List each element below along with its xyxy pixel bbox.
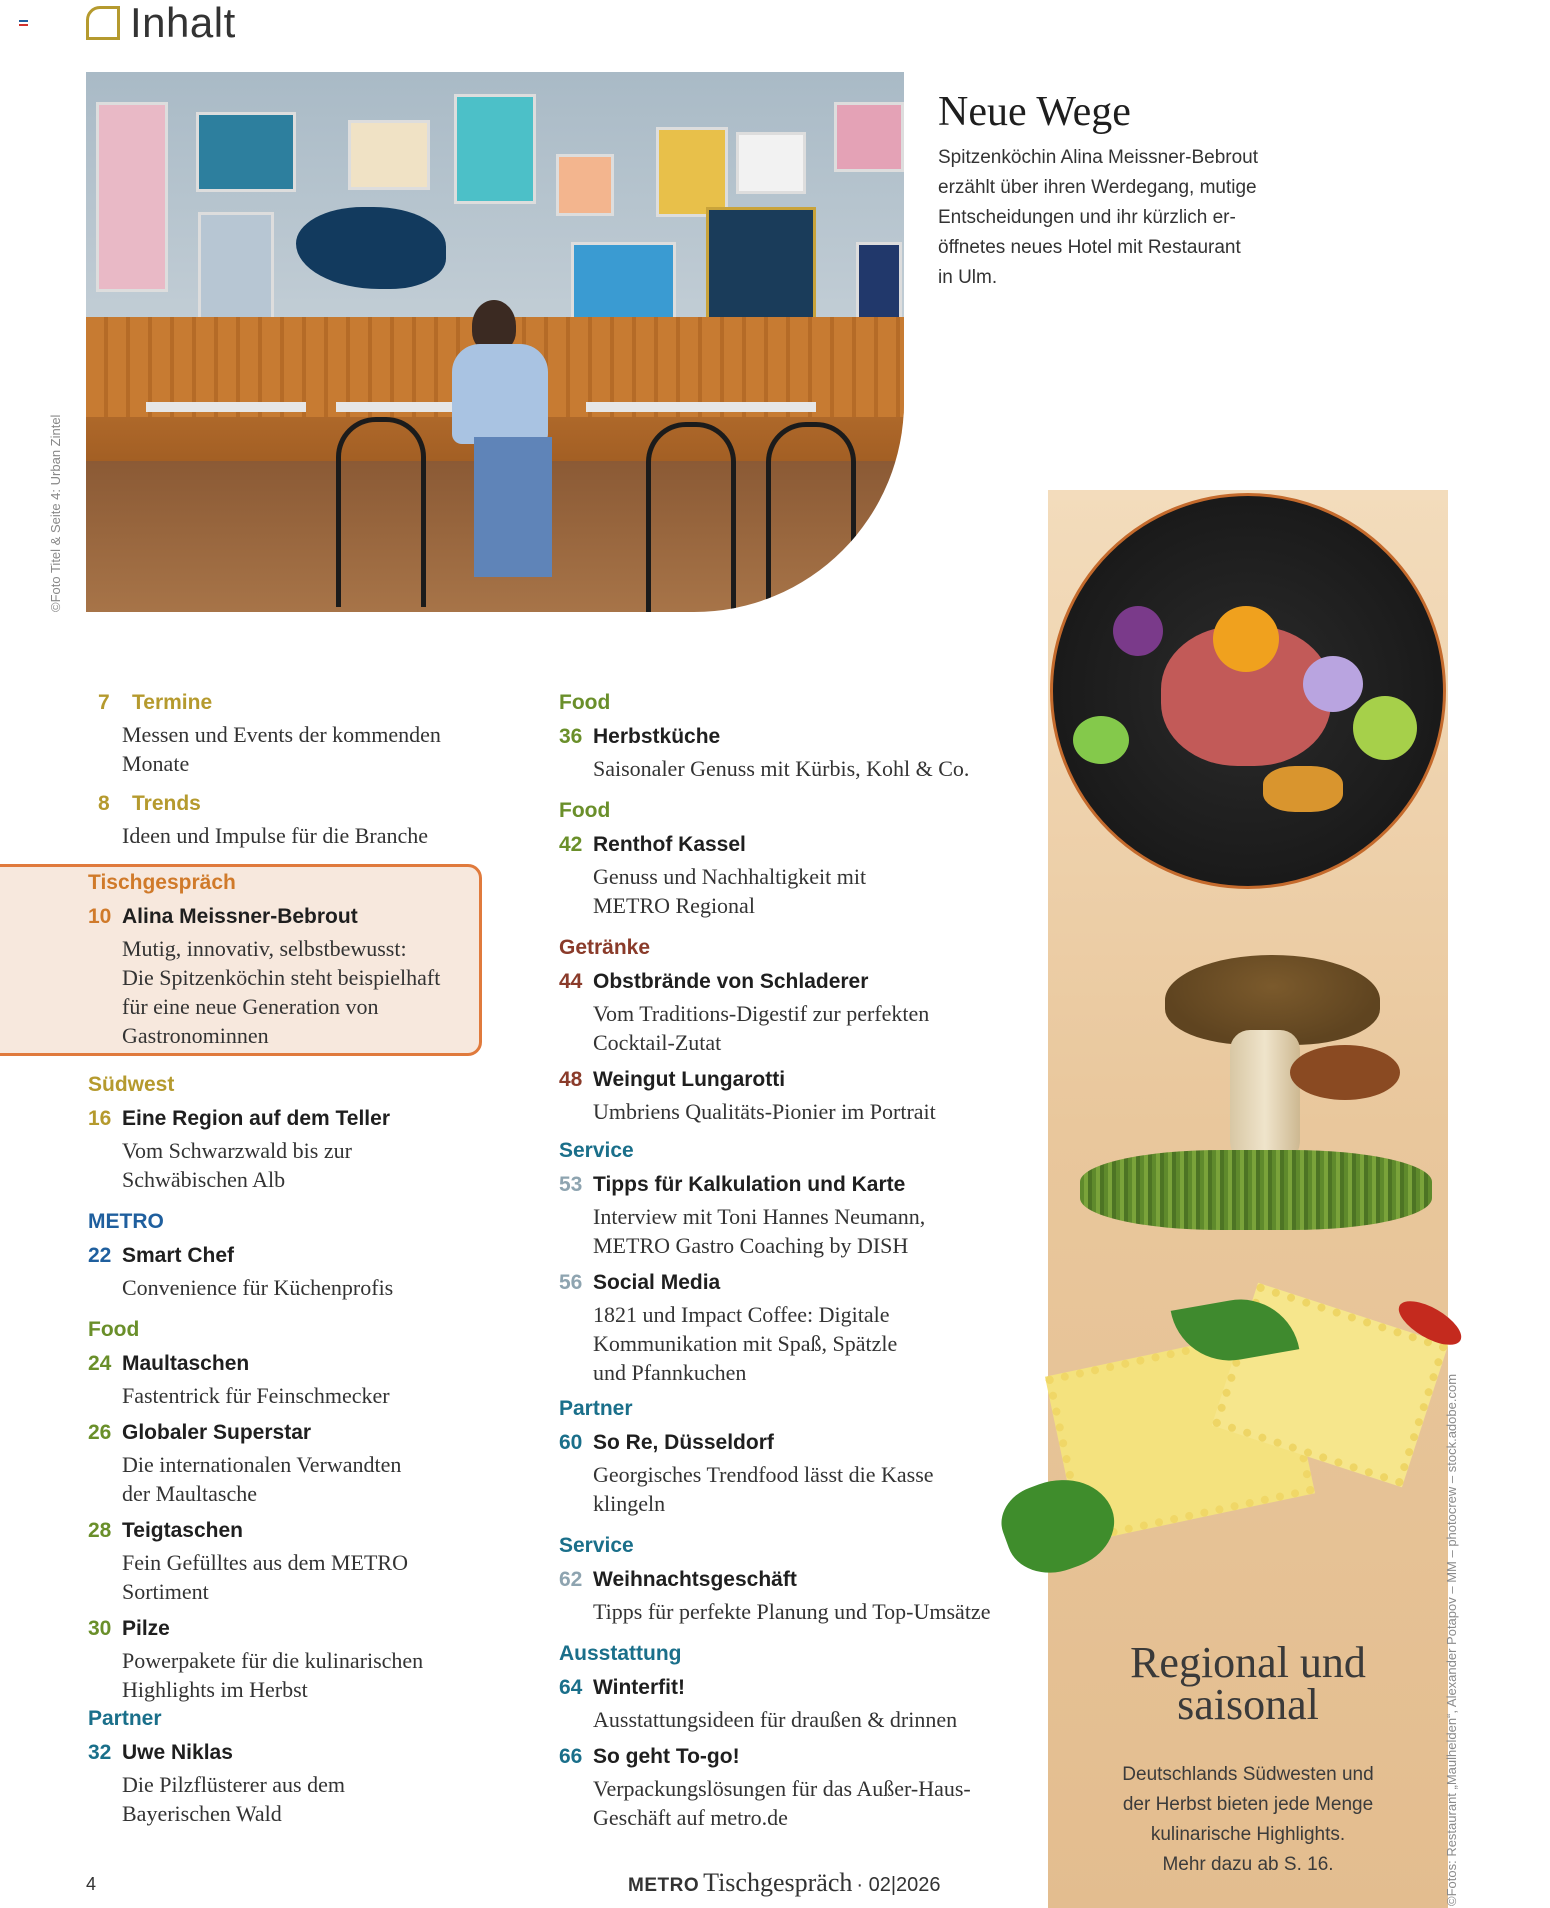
- toc-section-service: [559, 1134, 1019, 1393]
- toc-page-number: 24: [88, 1352, 112, 1375]
- chair: [336, 417, 426, 607]
- toc-title: Weihnachtsgeschäft: [593, 1568, 797, 1591]
- toc-page-number: 22: [88, 1244, 112, 1267]
- panel-text-line: kulinarische Highlights.: [1150, 1824, 1346, 1845]
- toc-description: [559, 1202, 1019, 1260]
- toc-description: [88, 1548, 488, 1606]
- toc-category: Food: [559, 799, 611, 822]
- toc-description: [559, 1300, 1019, 1387]
- toc-category: Tischgespräch: [88, 871, 236, 894]
- toc-page-number: 44: [559, 970, 583, 993]
- toc-entry[interactable]: [98, 686, 498, 784]
- footer-issue: · 02|2026: [856, 1874, 941, 1896]
- toc-description: [88, 1450, 488, 1508]
- photo-credit: ©Foto Titel & Seite 4: Urban Zintel: [48, 414, 63, 612]
- toc-entry[interactable]: [88, 1102, 488, 1194]
- person-shirt: [452, 344, 548, 444]
- toc-page-number: 32: [88, 1741, 112, 1764]
- toc-entry[interactable]: [98, 787, 498, 856]
- panel-photo-credit: ©Fotos: Restaurant „Maulhelden“, Alexander Potapov – MM – photocrew – stock.adobe.com: [1444, 1373, 1459, 1906]
- feature-title: Neue Wege: [938, 89, 1131, 135]
- wall-art: [856, 242, 902, 322]
- toc-section-ausstattung: [559, 1637, 1019, 1838]
- garnish: [1073, 716, 1129, 764]
- person-jeans: [474, 437, 552, 577]
- chair: [646, 422, 736, 612]
- wall-mirror: [706, 207, 816, 327]
- toc-page-number: 60: [559, 1431, 583, 1454]
- toc-entry[interactable]: [88, 1514, 488, 1606]
- toc-description: [88, 1273, 488, 1302]
- toc-title: Trends: [132, 792, 201, 815]
- toc-description-line: Mutig, innovativ, selbstbewusst:: [122, 936, 407, 961]
- wall-art: [454, 94, 536, 204]
- toc-description-line: Umbriens Qualitäts-Pionier im Portrait: [593, 1099, 936, 1124]
- toc-description-line: Schwäbischen Alb: [122, 1167, 286, 1192]
- toc-title: Herbstküche: [593, 725, 721, 748]
- feature-text-line: öffnetes neues Hotel mit Restaurant: [938, 237, 1241, 258]
- toc-title: Globaler Superstar: [122, 1421, 312, 1444]
- toc-title: Smart Chef: [122, 1244, 235, 1267]
- toc-description-line: für eine neue Generation von: [122, 994, 379, 1019]
- page-number: 4: [86, 1874, 97, 1894]
- hero-photo: [86, 72, 904, 612]
- heading-frame-icon: [86, 6, 120, 40]
- feature-text-line: in Ulm.: [938, 267, 998, 288]
- toc-title: Winterfit!: [593, 1676, 685, 1699]
- toc-page-number: 62: [559, 1568, 583, 1591]
- toc-page-number: 64: [559, 1676, 583, 1699]
- toc-entry[interactable]: [559, 1740, 1019, 1832]
- toc-page-number: 28: [88, 1519, 112, 1542]
- toc-title: Teigtaschen: [122, 1519, 243, 1542]
- toc-section-service: [559, 1529, 1019, 1632]
- toc-description-line: Convenience für Küchenprofis: [122, 1275, 394, 1300]
- toc-title: Alina Meissner-Bebrout: [122, 905, 358, 928]
- toc-description-line: Vom Traditions-Digestif zur perfekten: [593, 1001, 930, 1026]
- wall-art: [556, 154, 614, 216]
- page-heading: [86, 0, 236, 46]
- toc-page-number: 56: [559, 1271, 583, 1294]
- toc-title: Eine Region auf dem Teller: [122, 1107, 390, 1130]
- toc-section-food: [88, 1313, 488, 1710]
- toc-category: METRO: [88, 1210, 164, 1233]
- toc-category: Getränke: [559, 936, 651, 959]
- toc-description: [559, 754, 1019, 783]
- toc-description-line: Fastentrick für Feinschmecker: [122, 1383, 390, 1408]
- toc-entry[interactable]: [559, 1671, 1019, 1734]
- toc-description-line: Ausstattungsideen für draußen & drinnen: [593, 1707, 958, 1732]
- toc-title: Pilze: [122, 1617, 170, 1640]
- toc-section-food: [559, 686, 1019, 789]
- toc-entry[interactable]: [88, 900, 488, 1050]
- toc-description: [98, 821, 498, 850]
- panel-title: [1048, 1638, 1448, 1729]
- toc-description: [559, 862, 1019, 920]
- toc-description: [559, 1460, 1019, 1518]
- toc-entry[interactable]: [559, 1266, 1019, 1387]
- toc-entry[interactable]: [88, 1239, 488, 1302]
- toc-title: Uwe Niklas: [122, 1741, 233, 1764]
- toc-title: So geht To-go!: [593, 1745, 740, 1768]
- toc-entry[interactable]: [88, 1736, 488, 1828]
- toc-description-line: METRO Regional: [593, 893, 755, 918]
- toc-entry[interactable]: [88, 1612, 488, 1704]
- toc-description: [559, 1774, 1019, 1832]
- toc-description-line: klingeln: [593, 1491, 666, 1516]
- wall-mirror: [296, 207, 446, 289]
- toc-description-line: der Maultasche: [122, 1481, 257, 1506]
- toc-description-line: Highlights im Herbst: [122, 1677, 308, 1702]
- toc-description: [88, 934, 488, 1050]
- footer-brand: METRO: [628, 1875, 700, 1896]
- table: [146, 402, 306, 412]
- toc-section-food: [559, 794, 1019, 926]
- toc-page-number: 30: [88, 1617, 112, 1640]
- toc-description-line: Messen und Events der kommenden: [122, 722, 441, 747]
- toc-category: Food: [559, 691, 611, 714]
- toc-category: Ausstattung: [559, 1642, 682, 1665]
- toc-description: [559, 1097, 1019, 1126]
- toc-entry[interactable]: [559, 1426, 1019, 1518]
- toc-category: Food: [88, 1318, 140, 1341]
- feature-text: [938, 143, 1268, 293]
- wall-art: [198, 212, 274, 320]
- mushroom-cap-small: [1290, 1045, 1400, 1100]
- toc-category: Service: [559, 1534, 634, 1557]
- toc-section-tischgespraech: [88, 866, 488, 1056]
- toc-section-getraenke: [559, 931, 1019, 1132]
- toc-description: [559, 1705, 1019, 1734]
- toc-description: [88, 1646, 488, 1704]
- toc-page-number: 10: [88, 905, 112, 928]
- toc-description-line: Saisonaler Genuss mit Kürbis, Kohl & Co.: [593, 756, 970, 781]
- feature-text-line: Entscheidungen und ihr kürzlich er-: [938, 207, 1236, 228]
- toc-title: Termine: [132, 691, 213, 714]
- toc-category: Service: [559, 1139, 634, 1162]
- toc-description-line: Geschäft auf metro.de: [593, 1805, 788, 1830]
- toc-description-line: Interview mit Toni Hannes Neumann,: [593, 1204, 926, 1229]
- toc-description-line: Gastronominnen: [122, 1023, 269, 1048]
- toc-page-number: 66: [559, 1745, 583, 1768]
- toc-description-line: Fein Gefülltes aus dem METRO: [122, 1550, 408, 1575]
- panel-text-line: Mehr dazu ab S. 16.: [1162, 1854, 1334, 1875]
- panel-title-line: saisonal: [1177, 1680, 1319, 1729]
- wall-art: [571, 242, 676, 320]
- toc-description: [559, 1597, 1019, 1626]
- toc-description-line: Kommunikation mit Spaß, Spätzle: [593, 1331, 898, 1356]
- chanterelle: [1263, 766, 1343, 812]
- garnish: [1113, 606, 1163, 656]
- toc-entry[interactable]: [559, 1168, 1019, 1260]
- toc-description-line: Sortiment: [122, 1579, 209, 1604]
- toc-section-partner: [88, 1702, 488, 1834]
- toc-entry[interactable]: [559, 1563, 1019, 1626]
- chair: [766, 422, 856, 612]
- toc-description-line: Monate: [122, 751, 190, 776]
- toc-description: [559, 999, 1019, 1057]
- toc-description-line: Cocktail-Zutat: [593, 1030, 722, 1055]
- toc-description-line: Powerpakete für die kulinarischen: [122, 1648, 424, 1673]
- toc-description: [88, 1381, 488, 1410]
- flower: [1303, 656, 1363, 712]
- toc-description-line: Die internationalen Verwandten: [122, 1452, 402, 1477]
- toc-description-line: und Pfannkuchen: [593, 1360, 747, 1385]
- toc-category: Partner: [559, 1397, 633, 1420]
- toc-description-line: Vom Schwarzwald bis zur: [122, 1138, 352, 1163]
- wall-art: [196, 112, 296, 192]
- toc-description-line: Die Spitzenköchin steht beispielhaft: [122, 965, 441, 990]
- toc-section-metro: [88, 1205, 488, 1308]
- toc-page-number: 26: [88, 1421, 112, 1444]
- toc-entry[interactable]: [559, 1063, 1019, 1126]
- toc-description-line: Georgisches Trendfood lässt die Kasse: [593, 1462, 934, 1487]
- toc-category: Südwest: [88, 1073, 175, 1096]
- tartare-plate-photo: [1050, 493, 1446, 889]
- panel-title-line: Regional und: [1130, 1638, 1366, 1687]
- wall-art: [834, 102, 904, 172]
- toc-title: So Re, Düsseldorf: [593, 1431, 774, 1454]
- toc-title: Tipps für Kalkulation und Karte: [593, 1173, 906, 1196]
- toc-description: [98, 720, 498, 778]
- toc-title: Weingut Lungarotti: [593, 1068, 786, 1091]
- toc-page-number: 53: [559, 1173, 583, 1196]
- toc-entry[interactable]: [559, 965, 1019, 1057]
- egg-yolk: [1213, 606, 1279, 672]
- wall-art: [348, 120, 430, 190]
- toc-entry[interactable]: [88, 1347, 488, 1410]
- feature-text-line: Spitzenköchin Alina Meissner-Bebrout: [938, 147, 1259, 168]
- toc-section-suedwest: [88, 1068, 488, 1200]
- toc-description-line: Ideen und Impulse für die Branche: [122, 823, 429, 848]
- footer-magazine-name: Tischgespräch: [703, 1868, 853, 1897]
- toc-description-line: Genuss und Nachhaltigkeit mit: [593, 864, 867, 889]
- moss: [1080, 1150, 1432, 1230]
- toc-description-line: Tipps für perfekte Planung und Top-Umsätze: [593, 1599, 991, 1624]
- wall-art: [656, 127, 728, 217]
- toc-page-number: 36: [559, 725, 583, 748]
- feature-text-line: erzählt über ihren Werdegang, mutige: [938, 177, 1257, 198]
- toc-section-partner: [559, 1392, 1019, 1524]
- mushroom-stem: [1230, 1030, 1300, 1170]
- toc-description-line: Verpackungslösungen für das Außer-Haus-: [593, 1776, 971, 1801]
- toc-title: Renthof Kassel: [593, 833, 746, 856]
- toc-category: Partner: [88, 1707, 162, 1730]
- panel-text-line: Deutschlands Südwesten und: [1122, 1764, 1374, 1785]
- toc-description-line: Bayerischen Wald: [122, 1801, 282, 1826]
- lime: [1353, 696, 1417, 760]
- toc-page-number: 48: [559, 1068, 583, 1091]
- toc-description: [88, 1770, 488, 1828]
- toc-page-number: 8: [98, 792, 110, 815]
- toc-description: [88, 1136, 488, 1194]
- toc-page-number: 42: [559, 833, 583, 856]
- toc-entry[interactable]: [559, 720, 1019, 783]
- panel-text-line: der Herbst bieten jede Menge: [1122, 1794, 1374, 1815]
- wall-art: [736, 132, 806, 194]
- toc-page-number: 16: [88, 1107, 112, 1130]
- panel-text: [1048, 1760, 1448, 1880]
- toc-title: Social Media: [593, 1271, 721, 1294]
- toc-description-line: 1821 und Impact Coffee: Digitale: [593, 1302, 890, 1327]
- toc-description-line: Die Pilzflüsterer aus dem: [122, 1772, 345, 1797]
- toc-title: Maultaschen: [122, 1352, 250, 1375]
- page-title: Inhalt: [130, 0, 236, 46]
- wall-art: [96, 102, 168, 292]
- corner-flag-mark: [19, 20, 28, 26]
- table: [586, 402, 816, 412]
- toc-page-number: 7: [98, 691, 110, 714]
- toc-entry[interactable]: [88, 1416, 488, 1508]
- toc-description-line: METRO Gastro Coaching by DISH: [593, 1233, 909, 1258]
- toc-entry[interactable]: [559, 828, 1019, 920]
- footer-magazine: [628, 1868, 941, 1898]
- toc-title: Obstbrände von Schladerer: [593, 970, 869, 993]
